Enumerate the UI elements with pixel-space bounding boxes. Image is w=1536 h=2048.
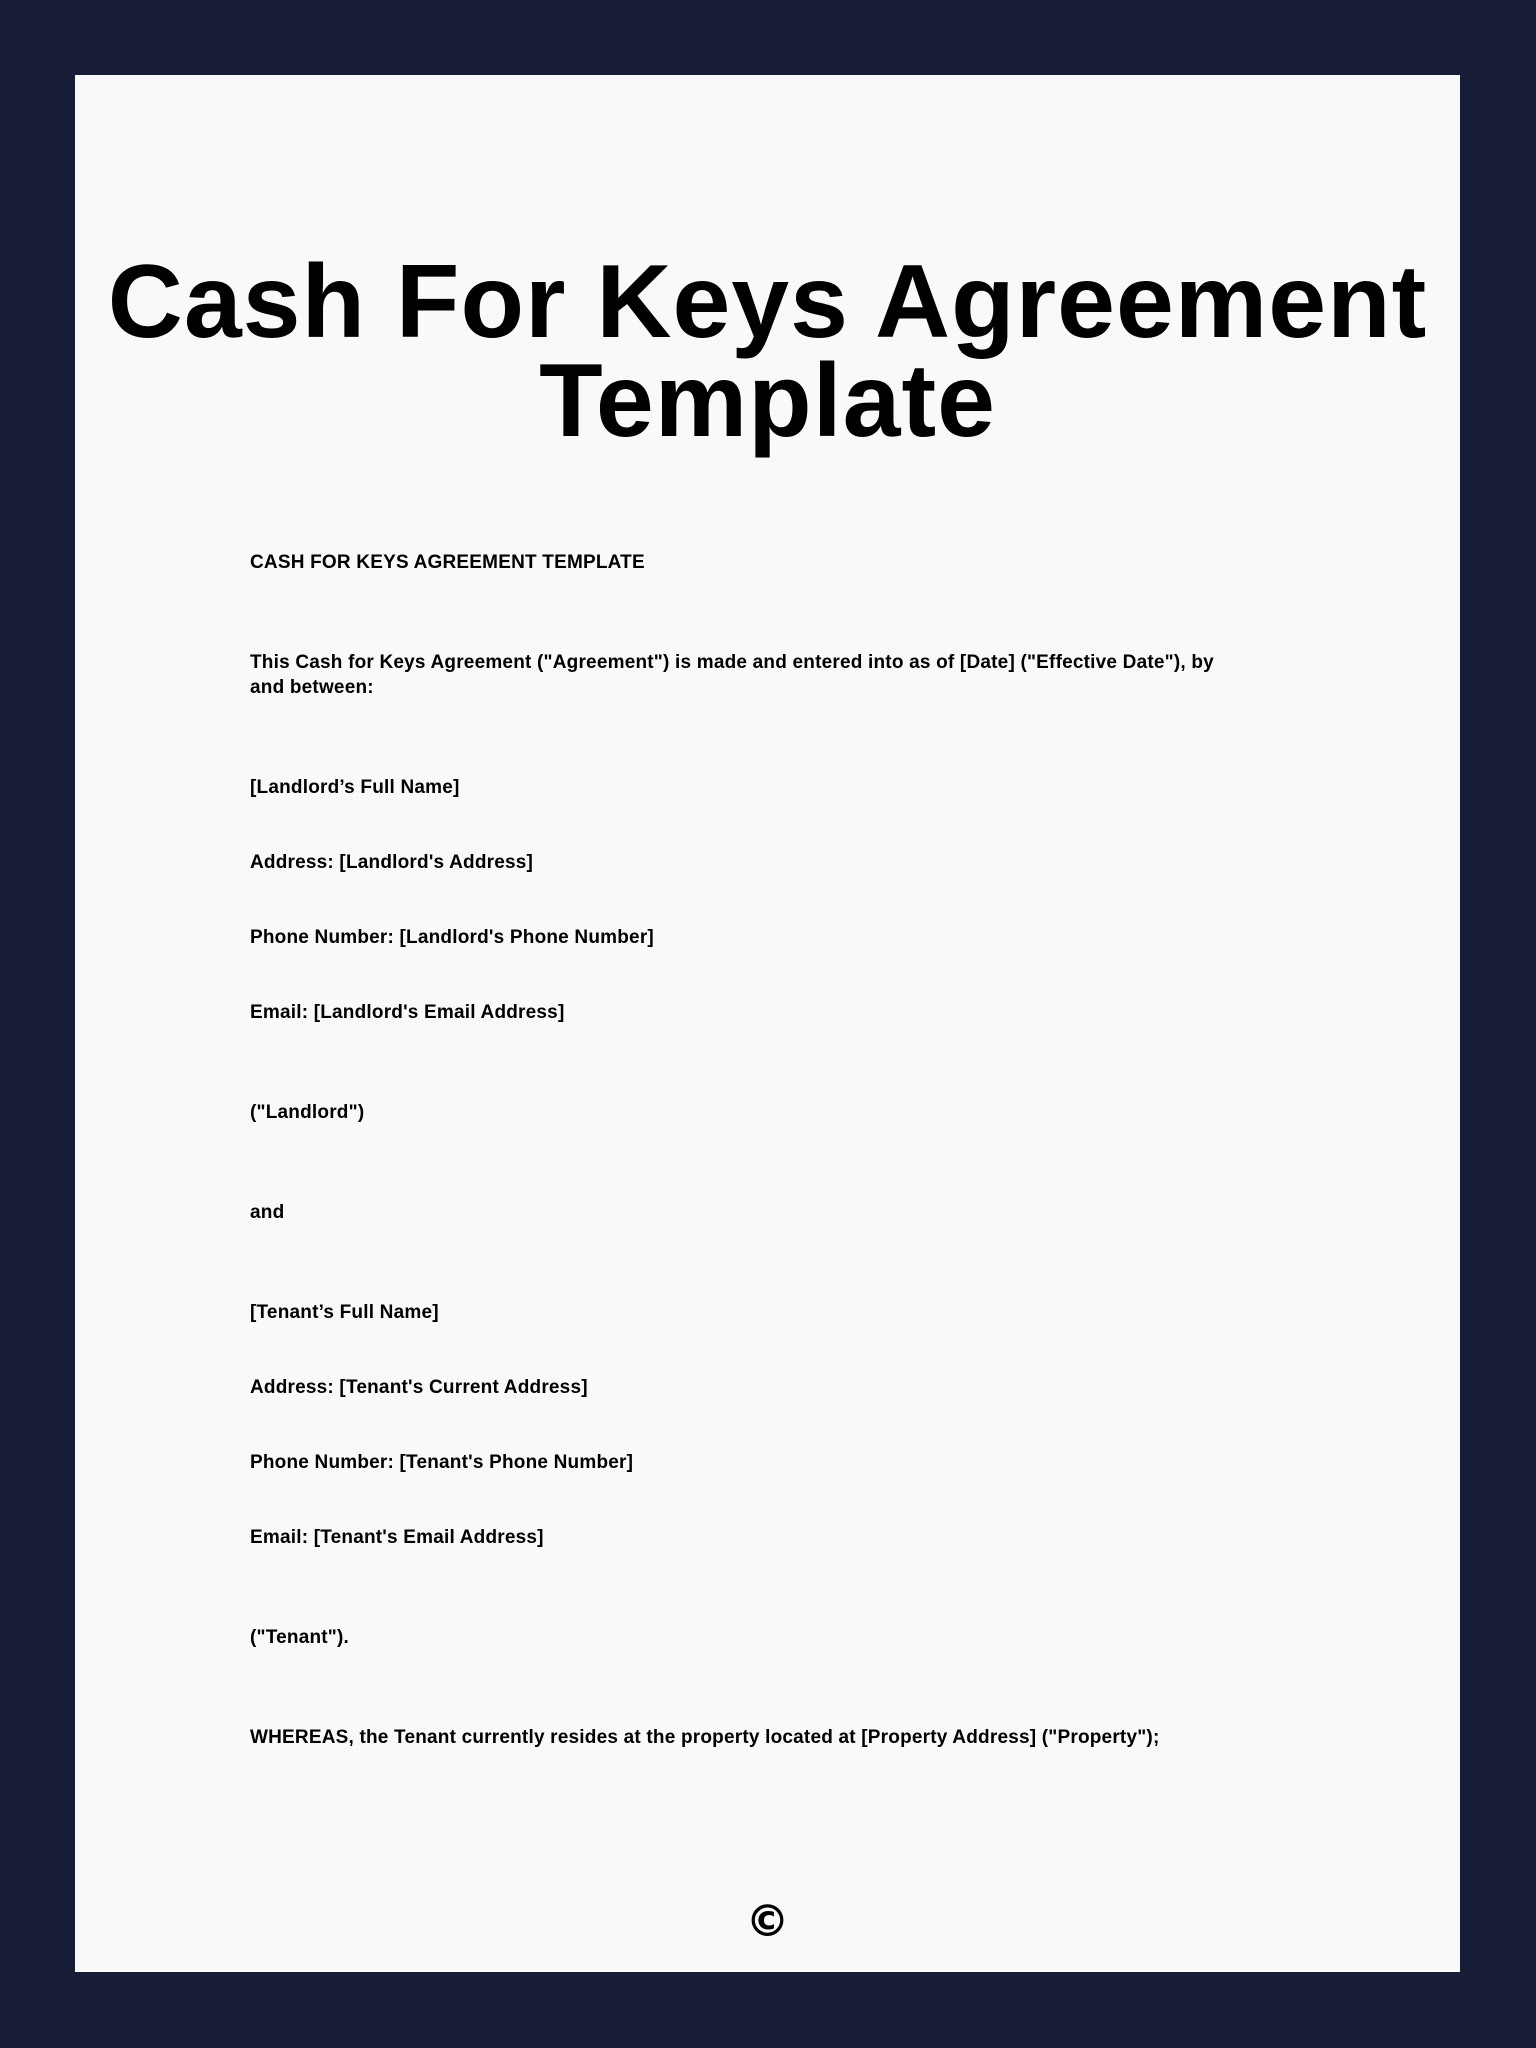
landlord-phone: Phone Number: [Landlord's Phone Number] bbox=[250, 927, 654, 948]
conjunction-text: and bbox=[250, 1202, 285, 1223]
landlord-role: ("Landlord") bbox=[250, 1102, 365, 1123]
tenant-address: Address: [Tenant's Current Address] bbox=[250, 1377, 588, 1398]
whereas-clause: WHEREAS, the Tenant currently resides at the property located at [Property Address] ("Property"); bbox=[250, 1727, 1160, 1748]
tenant-email: Email: [Tenant's Email Address] bbox=[250, 1527, 544, 1548]
intro-paragraph: This Cash for Keys Agreement ("Agreement") is made and entered into as of [Date] ("Effective Date"), by and between: bbox=[250, 652, 1214, 698]
tenant-role: ("Tenant"). bbox=[250, 1627, 350, 1648]
page-title: Cash For Keys Agreement Template bbox=[107, 244, 1428, 459]
document-heading: CASH FOR KEYS AGREEMENT TEMPLATE bbox=[250, 552, 645, 573]
tenant-name: [Tenant’s Full Name] bbox=[250, 1302, 439, 1323]
landlord-email: Email: [Landlord's Email Address] bbox=[250, 1002, 565, 1023]
document-page bbox=[75, 75, 1460, 1972]
tenant-phone: Phone Number: [Tenant's Phone Number] bbox=[250, 1452, 634, 1473]
landlord-address: Address: [Landlord's Address] bbox=[250, 852, 534, 873]
landlord-name: [Landlord’s Full Name] bbox=[250, 777, 460, 798]
copyright-icon: © bbox=[745, 1896, 790, 1947]
